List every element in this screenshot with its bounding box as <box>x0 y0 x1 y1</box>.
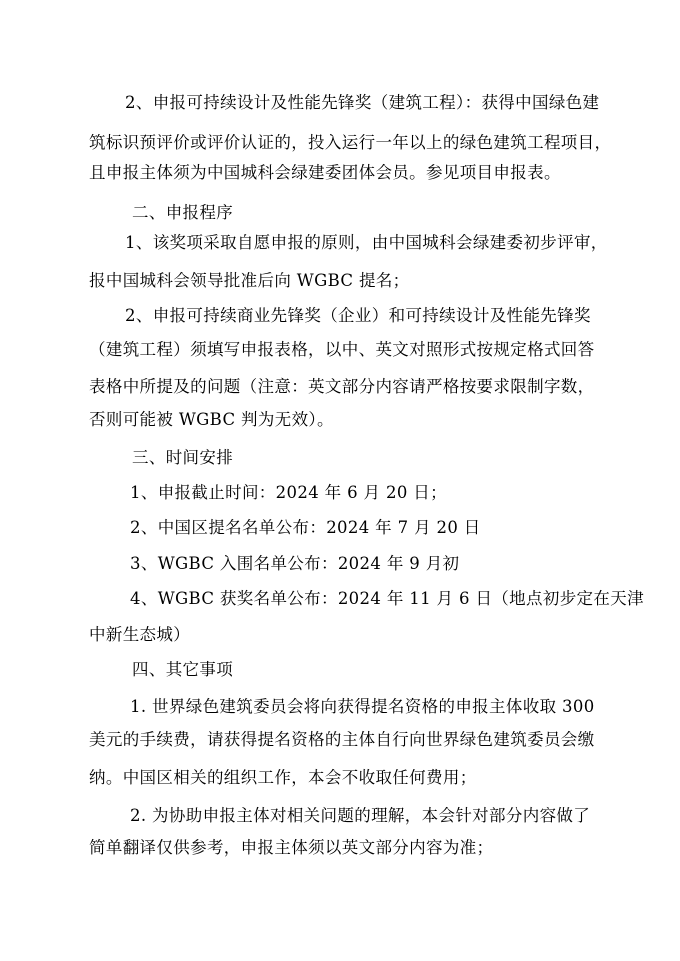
text-line: （建筑工程）须填写申报表格，以中、英文对照形式按规定格式回答 <box>89 340 595 359</box>
section-heading: 二、申报程序 <box>132 203 234 222</box>
text-line: 否则可能被 WGBC 判为无效）。 <box>89 410 334 429</box>
section-heading: 三、时间安排 <box>132 448 234 467</box>
text-line: 1、申报截止时间：2024 年 6 月 20 日； <box>130 483 447 502</box>
text-line: 1. 世界绿色建筑委员会将向获得提名资格的申报主体收取 300 <box>130 697 595 716</box>
text-line: 纳。中国区相关的组织工作，本会不收取任何费用； <box>89 768 477 787</box>
text-line: 筑标识预评价或评价认证的，投入运行一年以上的绿色建筑工程项目， <box>89 133 612 152</box>
text-line: 报中国城科会领导批准后向 WGBC 提名； <box>89 271 410 290</box>
text-line: 中新生态城） <box>89 625 191 644</box>
text-line: 2、中国区提名名单公布：2024 年 7 月 20 日 <box>130 518 481 537</box>
text-line: 简单翻译仅供参考，申报主体须以英文部分内容为准； <box>89 838 494 857</box>
text-line: 表格中所提及的问题（注意：英文部分内容请严格按要求限制字数， <box>89 377 595 396</box>
text-line: 2、申报可持续商业先锋奖（企业）和可持续设计及性能先锋奖 <box>125 306 591 325</box>
text-line: 3、WGBC 入围名单公布：2024 年 9 月初 <box>130 554 460 573</box>
text-line: 2. 为协助申报主体对相关问题的理解，本会针对部分内容做了 <box>130 806 591 825</box>
text-line: 1、该奖项采取自愿申报的原则，由中国城科会绿建委初步评审， <box>125 233 608 252</box>
text-line: 且申报主体须为中国城科会绿建委团体会员。参见项目申报表。 <box>89 163 561 182</box>
text-line: 4、WGBC 获奖名单公布：2024 年 11 月 6 日（地点初步定在天津 <box>130 589 644 608</box>
text-line: 2、申报可持续设计及性能先锋奖（建筑工程）：获得中国绿色建 <box>125 93 600 112</box>
text-line: 美元的手续费，请获得提名资格的主体自行向世界绿色建筑委员会缴 <box>89 730 595 749</box>
section-heading: 四、其它事项 <box>132 660 234 679</box>
